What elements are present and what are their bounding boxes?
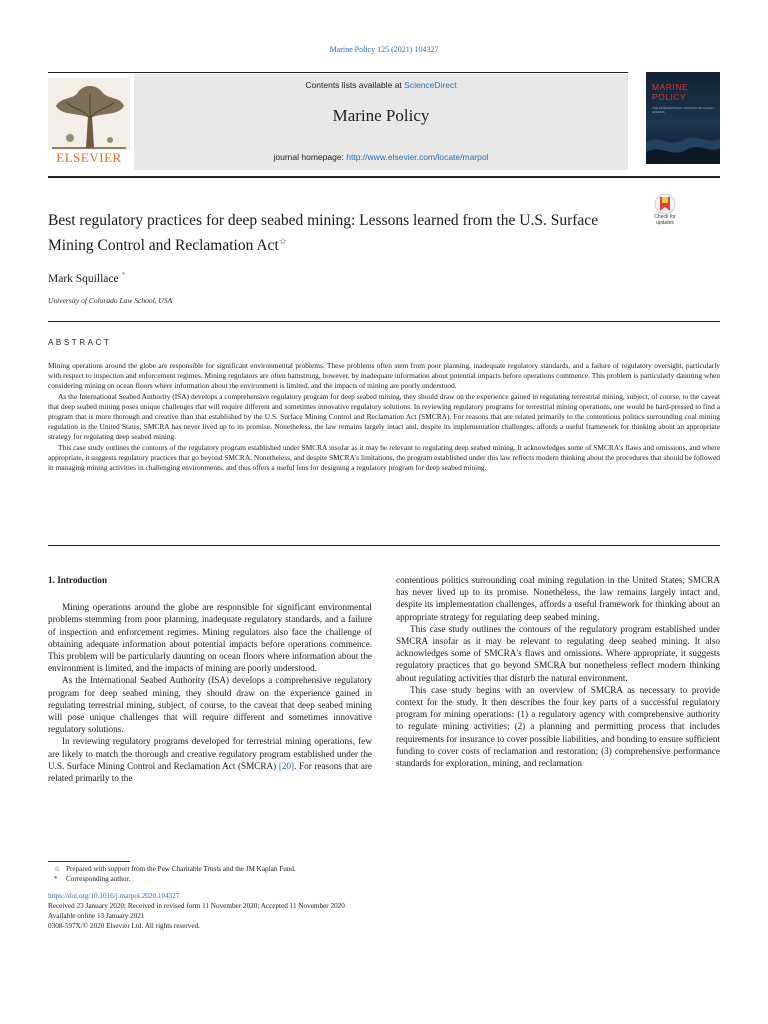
body-column-left: [48, 574, 372, 784]
contents-prefix: Contents lists available at: [305, 80, 405, 90]
cover-subtitle: THE INTERNATIONAL JOURNAL OF OCEAN AFFAIRS: [652, 106, 714, 114]
author-affiliation: University of Colorado Law School, USA: [48, 296, 173, 305]
elsevier-tree-icon: [48, 78, 130, 150]
body-text: In reviewing regulatory programs developed for terrestrial mining operations, few are likely to match the thorough and creative regulatory program established under the U.S. Surface Mining Control and Reclamation Act (SMCRA): [48, 736, 372, 771]
title-footnote-mark[interactable]: ☆: [278, 236, 287, 246]
body-paragraph: contentious politics surrounding coal mining regulation in the United States, SMCRA has never lived up to its promise. Nonetheless, the law remains largely intact and, despite its implementation challenges, affords a useful framework for thinking about an appropriate strategy for regulating deep seabed mining.: [396, 575, 720, 622]
article-title-text: Best regulatory practices for deep seabed mining: Lessons learned from the U.S. Surface Mining Control and Reclamation Act: [48, 212, 599, 255]
journal-title: Marine Policy: [332, 106, 430, 125]
cover-title-line-2: POLICY: [652, 92, 687, 102]
abstract-body: [48, 361, 720, 473]
homepage-line: [134, 152, 628, 162]
body-paragraph: [48, 735, 372, 784]
footnote-text: Prepared with support from the Pew Charitable Trusts and the JM Kaplan Fund.: [66, 865, 296, 873]
homepage-link[interactable]: http://www.elsevier.com/locate/marpol: [346, 152, 489, 162]
check-for-updates-line-1: Check for: [654, 214, 676, 220]
abstract-paragraph: As the International Seabed Authority (ISA) develops a comprehensive regulatory program for deep seabed mining, they should draw on the experience gained in regulating terrestrial mining, subject, of course, to the caveat that deep seabed mining poses unique challenges that will require different and sometimes innovative regulatory solutions. In reviewing regulatory programs for terrestrial mining operations, one would be hard-pressed to find a program that is more thorough and creative than that established by the U.S. Surface Mining Control and Reclamation Act (SMCRA). For reasons that are related primarily to the contentious politics surrounding coal mining regulation in the United States, SMCRA has never lived up to its promise. Nonetheless, the law remains largely intact and, despite its implementation challenges, affords a useful framework for thinking about an appropriate strategy for regulating deep seabed mining.: [48, 391, 720, 442]
article-title: [48, 210, 633, 256]
journal-reference[interactable]: Marine Policy 125 (2021) 104327: [329, 45, 439, 54]
doi-link[interactable]: https://doi.org/10.1016/j.marpol.2020.104327: [48, 892, 180, 900]
bookmark-ribbon-icon: [648, 193, 682, 215]
footnote-mark: ☆: [54, 865, 61, 873]
publisher-wordmark: ELSEVIER: [56, 150, 122, 165]
check-for-updates-line-2: updates: [656, 219, 674, 226]
check-for-updates-label: [648, 215, 682, 226]
body-text: . For reasons that are related primarily to the: [48, 760, 372, 784]
author-footnote-mark[interactable]: *: [121, 271, 125, 279]
header-bottom-rule: [48, 176, 720, 178]
footnotes: [48, 864, 720, 931]
sciencedirect-link[interactable]: ScienceDirect: [404, 80, 457, 90]
homepage-label: journal homepage:: [273, 152, 347, 162]
body-paragraph: This case study begins with an overview of SMCRA as necessary to provide context for the study. It then describes the four key parts of a successful regulatory program for mining operations: (1) a regulatory agency with comprehensive authority to regulate mining activities; (2) a planning and permitting process that includes requirements for insurance to cover possible liabilities, and bonding to ensure sufficient funding to cover costs of reclamation and restoration; (3) comprehensive performance standards for exploration, mining, and reclamation: [396, 684, 720, 769]
author-name[interactable]: Mark Squillace: [48, 272, 119, 285]
copyright-line: 0308-597X/© 2020 Elsevier Ltd. All rights reserved.: [48, 922, 200, 930]
body-column-right: [396, 574, 720, 769]
footnote-text: Corresponding author.: [66, 875, 131, 883]
contents-line: [134, 80, 628, 90]
reference-link[interactable]: [20]: [278, 760, 295, 771]
cover-title: [652, 82, 714, 102]
footnote-rule: [48, 861, 130, 862]
available-online-date: Available online 13 January 2021: [48, 912, 145, 920]
body-paragraph: As the International Seabed Authority (ISA) develops a comprehensive regulatory program for deep seabed mining, they should draw on the experience gained in regulating terrestrial mining, subject, of course, to the caveat that deep seabed mining will pose unique challenges that will require different and sometimes innovative regulatory solutions.: [48, 675, 372, 735]
cover-wave-image: [646, 124, 720, 164]
abstract-paragraph: This case study outlines the contours of the regulatory program established under SMCRA insofar as it may be relevant to regulating deep seabed mining. It acknowledges some of SMCRA's flaws and omissions, and where appropriate, it suggests regulatory practices that go beyond SMCRA. Nonetheless, and despite SMCRA's limitations, the program established under this law reflects modern thinking about the procedures that should be followed in managing mining activities in challenging environments, and thus offers a useful lens for designing a regulatory program for deep seabed mining.: [48, 442, 720, 473]
section-heading-introduction: 1. Introduction: [48, 575, 108, 585]
body-paragraph: This case study outlines the contours of the regulatory program established under SMCRA insofar as it may be relevant to regulating deep seabed mining. It also acknowledges some of SMCRA's flaws and omissions. Where appropriate, it suggests regulatory practices that go beyond SMCRA but nonetheless reflect modern thinking about regulating activities that disturb the natural environment.: [396, 623, 720, 683]
footnote-corresponding: [48, 874, 720, 884]
journal-cover-thumbnail[interactable]: [646, 72, 720, 164]
header-top-rule: [48, 72, 628, 73]
abstract-paragraph: Mining operations around the globe are responsible for significant environmental problems. These problems often stem from poor planning, inadequate regulatory standards, and a failure of regulatory oversight, particularly with respect to inspection and enforcement regimes. Mining regulators are often hamstrung, however, by inadequate information about potential impacts before operations commence. This problem is particularly daunting when considering mining on ocean floors where information about the environment is limited, and the impacts of mining are poorly understood.: [48, 361, 720, 391]
abstract-heading: ABSTRACT: [48, 338, 112, 347]
abstract-bottom-rule: [48, 545, 720, 546]
author-line: [48, 271, 125, 285]
cover-title-line-1: MARINE: [652, 82, 689, 92]
body-paragraph: Mining operations around the globe are responsible for significant environmental problems stemming from poor planning, inadequate regulatory standards, and a failure of inspection and enforcement regimes. Mining regulators also face the challenge of obtaining adequate information about potential impacts before operations commence. This problem will be particularly daunting on ocean floors where information about the environment is limited, and the impacts of mining are poorly understood.: [48, 602, 372, 674]
footnote-mark: *: [54, 875, 58, 883]
check-for-updates-badge[interactable]: [648, 193, 682, 231]
footnote-funding: [48, 864, 720, 874]
received-dates: Received 23 January 2020; Received in revised form 11 November 2020; Accepted 11 November 2020: [48, 902, 345, 910]
abstract-top-rule: [48, 321, 720, 322]
